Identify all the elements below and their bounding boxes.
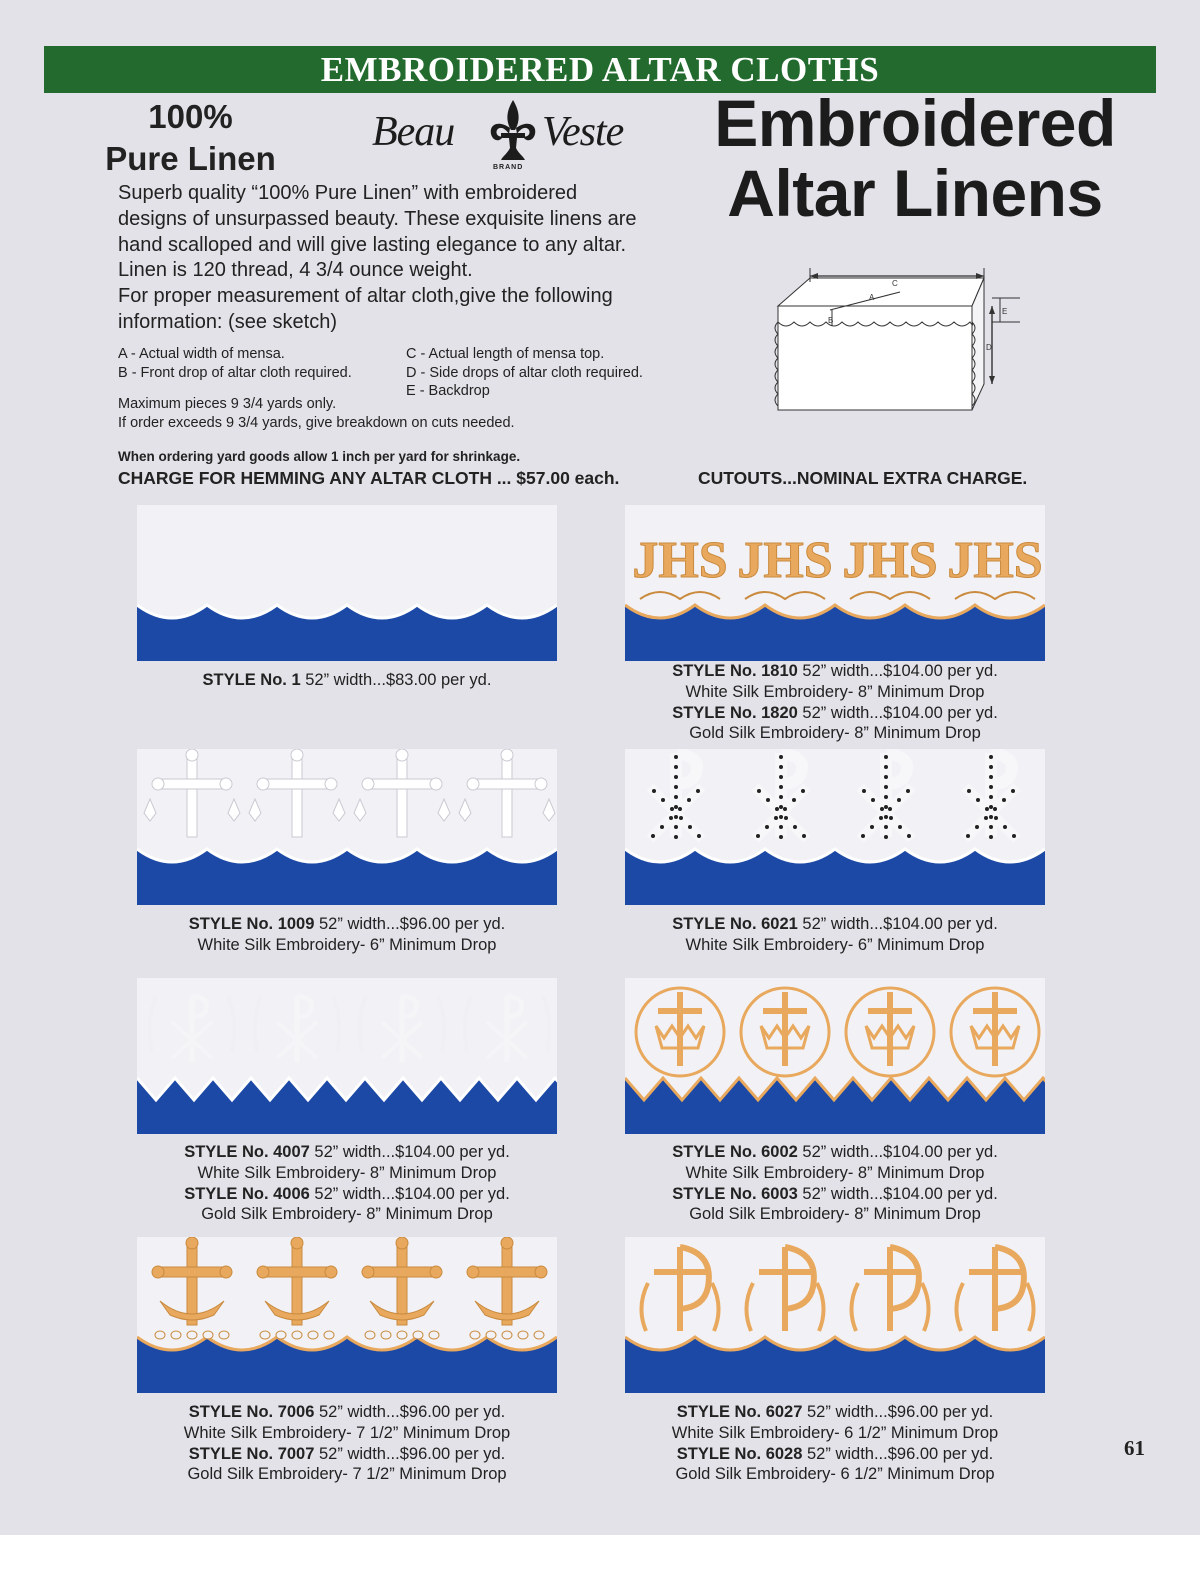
intro-line: information: (see sketch) xyxy=(118,310,337,333)
hemming-charge: CHARGE FOR HEMMING ANY ALTAR CLOTH ... $57.00 each. xyxy=(118,468,620,488)
product-caption xyxy=(625,1402,1045,1485)
caption-line xyxy=(137,1142,557,1163)
caption-line: White Silk Embroidery- 8” Minimum Drop xyxy=(685,682,985,701)
style-price: 52” width...$104.00 per yd. xyxy=(797,662,998,680)
page-title xyxy=(695,88,1135,228)
logo-brand-label: BRAND xyxy=(493,164,524,171)
product-caption xyxy=(625,914,1045,956)
style-number: STYLE No. 4006 xyxy=(184,1184,310,1203)
ihs-monogram-icon: JHS xyxy=(737,532,833,589)
ihs-monogram-icon: JHS xyxy=(947,532,1043,589)
swatch-style-7006 xyxy=(137,1237,557,1393)
caption-line: White Silk Embroidery- 8” Minimum Drop xyxy=(685,1163,985,1182)
style-price: 52” width...$104.00 per yd. xyxy=(309,1143,510,1161)
caption-line: White Silk Embroidery- 7 1/2” Minimum Drop xyxy=(183,1423,511,1442)
diagram-label-e: E xyxy=(1002,307,1008,316)
style-number: STYLE No. 6021 xyxy=(672,915,798,933)
swatch-style-6002 xyxy=(625,978,1045,1134)
diagram-label-b: B xyxy=(828,316,834,325)
caption-line: Gold Silk Embroidery- 8” Minimum Drop xyxy=(201,1205,493,1224)
style-price: 52” width...$83.00 per yd. xyxy=(300,671,492,689)
linen-cloth xyxy=(625,978,1045,1100)
swatch-style-1810 xyxy=(625,505,1045,661)
beau-veste-logo xyxy=(370,98,640,176)
caption-line xyxy=(137,670,557,691)
caption-line: White Silk Embroidery- 6 1/2” Minimum Drop xyxy=(671,1423,999,1442)
product-caption xyxy=(625,1142,1045,1225)
intro-line: designs of unsurpassed beauty. These exquisite linens are xyxy=(118,207,637,230)
style-number: STYLE No. 1009 xyxy=(188,915,315,933)
legend-item: D - Side drops of altar cloth required. xyxy=(406,364,643,381)
style-number: STYLE No. 6002 xyxy=(672,1143,798,1161)
caption-line xyxy=(137,914,557,935)
style-number: STYLE No. 6028 xyxy=(676,1444,803,1463)
intro-line: hand scalloped and will give lasting elegance to any altar. xyxy=(118,233,627,256)
legend-item: E - Backdrop xyxy=(406,383,490,399)
caption-line xyxy=(625,1402,1045,1423)
altar-measurement-sketch xyxy=(770,266,1050,426)
style-number: STYLE No. 4007 xyxy=(184,1143,310,1161)
style-price: 52” width...$104.00 per yd. xyxy=(797,703,998,722)
shrinkage-note: When ordering yard goods allow 1 inch per yard for shrinkage. xyxy=(118,449,521,464)
logo-word-veste: Veste xyxy=(542,109,624,155)
legend-left xyxy=(118,345,352,382)
caption-line: Gold Silk Embroidery- 8” Minimum Drop xyxy=(689,724,981,743)
style-number: STYLE No. 7007 xyxy=(188,1444,315,1463)
max-line: If order exceeds 9 3/4 yards, give breakdown on cuts needed. xyxy=(118,414,515,431)
fleur-de-lis-icon xyxy=(485,98,541,164)
style-number: STYLE No. 6003 xyxy=(672,1184,798,1203)
diagram-label-d: D xyxy=(986,343,992,352)
style-price: 52” width...$104.00 per yd. xyxy=(309,1184,510,1203)
page-footer-margin xyxy=(0,1535,1200,1588)
caption-line xyxy=(625,1142,1045,1163)
pure-linen-line-2: Pure Linen xyxy=(105,140,276,177)
style-number: STYLE No. 6027 xyxy=(676,1403,803,1421)
legend-item: A - Actual width of mensa. xyxy=(118,346,285,362)
swatch-style-1009 xyxy=(137,749,557,905)
caption-line xyxy=(625,1444,1045,1465)
linen-cloth xyxy=(137,749,557,862)
style-number: STYLE No. 1820 xyxy=(672,703,798,722)
section-banner: EMBROIDERED ALTAR CLOTHS xyxy=(44,46,1156,93)
ihs-monogram-icon: JHS xyxy=(632,532,728,589)
legend-item: C - Actual length of mensa top. xyxy=(406,346,605,362)
cutouts-charge: CUTOUTS...NOMINAL EXTRA CHARGE. xyxy=(698,468,1028,488)
product-caption xyxy=(625,661,1045,744)
intro-paragraph xyxy=(118,181,718,336)
style-price: 52” width...$104.00 per yd. xyxy=(797,915,998,933)
caption-line xyxy=(625,1184,1045,1205)
caption-line xyxy=(625,661,1045,682)
style-price: 52” width...$96.00 per yd. xyxy=(314,1444,506,1463)
swatch-style-6027 xyxy=(625,1237,1045,1393)
caption-line xyxy=(137,1402,557,1423)
intro-line: Superb quality “100% Pure Linen” with embroidered xyxy=(118,182,578,204)
style-number: STYLE No. 7006 xyxy=(188,1403,315,1421)
swatch-style-6021 xyxy=(625,749,1045,905)
pure-linen-line-1: 100% xyxy=(148,98,233,135)
style-number: STYLE No. 1 xyxy=(202,671,301,689)
style-price: 52” width...$96.00 per yd. xyxy=(802,1444,994,1463)
product-caption xyxy=(137,1402,557,1485)
swatch-style-1 xyxy=(137,505,557,661)
page-title-line-2: Altar Linens xyxy=(727,156,1103,230)
caption-line: Gold Silk Embroidery- 8” Minimum Drop xyxy=(689,1205,981,1224)
style-price: 52” width...$96.00 per yd. xyxy=(314,915,506,933)
product-caption xyxy=(137,1142,557,1225)
page-title-line-1: Embroidered xyxy=(714,86,1116,160)
caption-line xyxy=(625,703,1045,724)
legend-item: B - Front drop of altar cloth required. xyxy=(118,364,352,381)
diagram-label-c: C xyxy=(892,279,898,288)
diagram-label-a: A xyxy=(869,293,875,302)
logo-word-beau: Beau xyxy=(372,109,455,155)
style-price: 52” width...$96.00 per yd. xyxy=(802,1403,994,1421)
legend-right xyxy=(406,345,643,401)
style-price: 52” width...$96.00 per yd. xyxy=(314,1403,506,1421)
caption-line xyxy=(625,914,1045,935)
caption-line: Gold Silk Embroidery- 7 1/2” Minimum Drop xyxy=(187,1465,507,1484)
swatch-style-4007 xyxy=(137,978,557,1134)
intro-line: Linen is 120 thread, 4 3/4 ounce weight. xyxy=(118,259,473,282)
caption-line: White Silk Embroidery- 6” Minimum Drop xyxy=(197,935,497,954)
intro-line: For proper measurement of altar cloth,give the following xyxy=(118,285,613,308)
style-price: 52” width...$104.00 per yd. xyxy=(797,1143,998,1161)
ihs-monogram-icon: JHS xyxy=(842,532,938,589)
max-pieces-note xyxy=(118,395,515,432)
product-caption xyxy=(137,670,557,691)
linen-cloth xyxy=(137,505,557,618)
caption-line xyxy=(137,1444,557,1465)
product-caption xyxy=(137,914,557,956)
pure-linen-heading xyxy=(88,96,293,180)
caption-line: White Silk Embroidery- 6” Minimum Drop xyxy=(685,935,985,954)
style-number: STYLE No. 1810 xyxy=(672,662,798,680)
page-number: 61 xyxy=(1124,1436,1145,1460)
caption-line: Gold Silk Embroidery- 6 1/2” Minimum Drop xyxy=(675,1465,995,1484)
max-line: Maximum pieces 9 3/4 yards only. xyxy=(118,396,337,412)
style-price: 52” width...$104.00 per yd. xyxy=(797,1184,998,1203)
caption-line: White Silk Embroidery- 8” Minimum Drop xyxy=(197,1163,497,1182)
caption-line xyxy=(137,1184,557,1205)
linen-cloth xyxy=(625,1237,1045,1350)
